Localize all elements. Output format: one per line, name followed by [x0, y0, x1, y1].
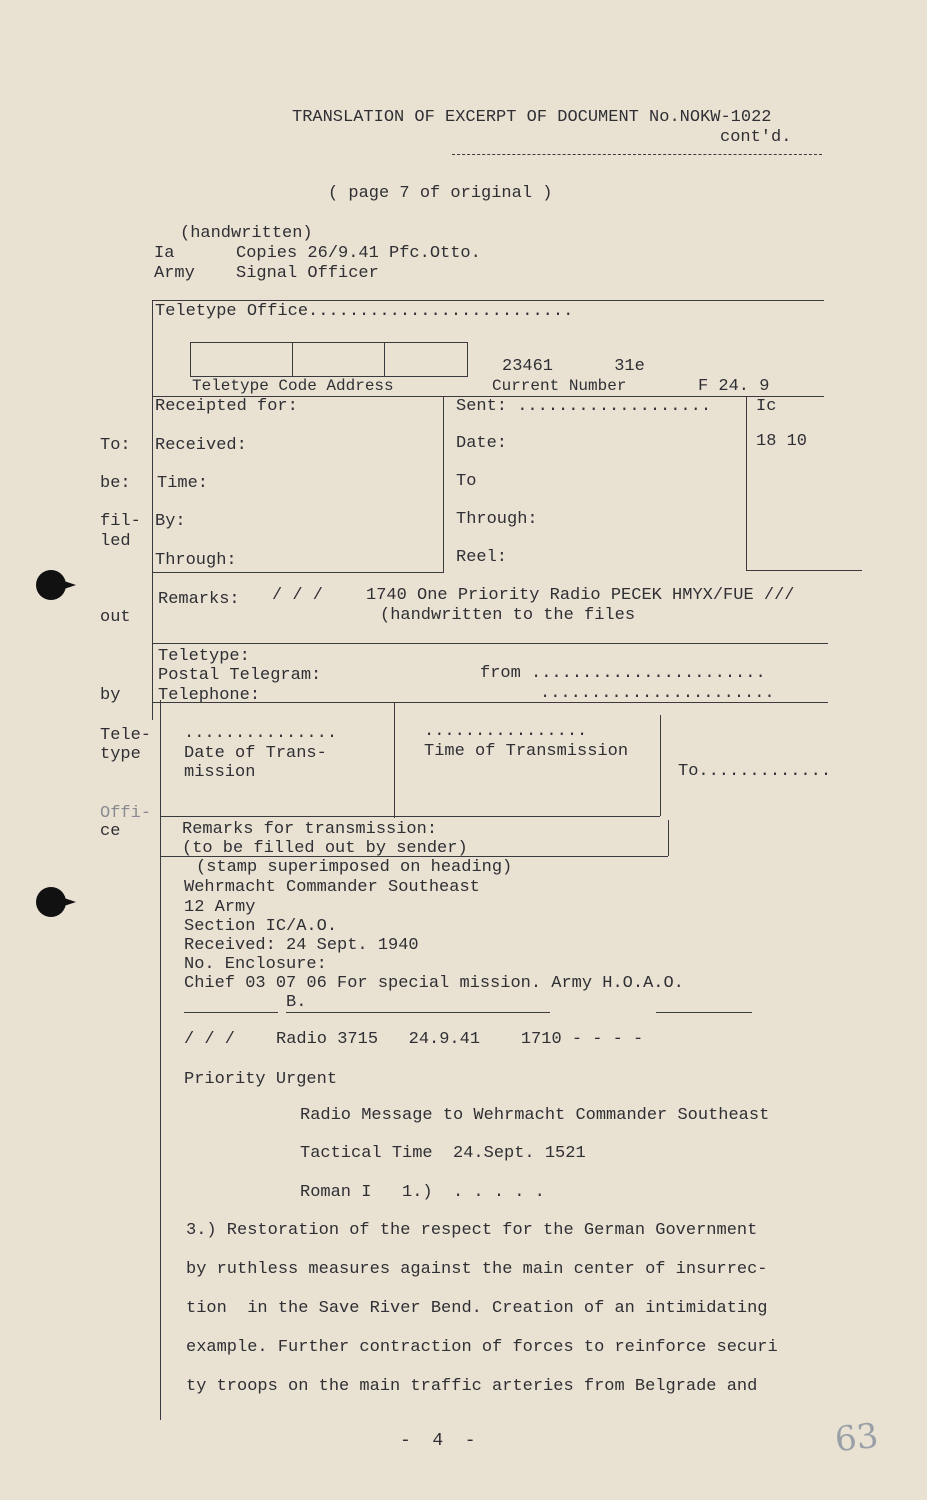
tactical-time-line: Tactical Time 24.Sept. 1521	[300, 1144, 586, 1163]
code-box-top	[190, 342, 468, 343]
punch-hole-top	[36, 570, 66, 600]
page-left-rule	[160, 700, 161, 1420]
code-box-div-4	[467, 342, 468, 376]
margin-be: be:	[100, 474, 131, 493]
to-label: To	[456, 472, 477, 491]
handwritten-label: (handwritten)	[180, 224, 313, 243]
stamp-line-7: B.	[286, 993, 307, 1012]
stamp-note: (stamp superimposed on heading)	[196, 858, 513, 877]
stamp-line-4: Received: 24 Sept. 1940	[184, 936, 419, 955]
punch-hole-bottom	[36, 887, 66, 917]
annotation-signal-officer: Signal Officer	[236, 264, 379, 283]
annotation-copies: Copies 26/9.41 Pfc.Otto.	[236, 244, 481, 263]
body-line: example. Further contraction of forces to reinforce securi	[186, 1338, 778, 1357]
remarks-trans-1: Remarks for transmission:	[182, 820, 438, 839]
phone-bottom-line	[152, 702, 828, 703]
stamp-rule-3	[656, 1012, 752, 1013]
remarks-handwritten: (handwritten to the files	[380, 606, 636, 625]
title-underline	[452, 154, 822, 155]
radio-marks: / / /	[184, 1030, 236, 1049]
remarks-text: 1740 One Priority Radio PECEK HMYX/FUE ///	[366, 586, 795, 605]
code-box-div-3	[384, 342, 385, 376]
stamp-rule-1	[184, 1012, 278, 1013]
page-reference: ( page 7 of original )	[328, 184, 553, 203]
remarks-marks: / / /	[272, 586, 324, 605]
stamp-line-2: 12 Army	[184, 898, 256, 917]
grid-divider-2	[746, 396, 747, 570]
margin-out: out	[100, 608, 131, 627]
remarks-trans-right	[668, 820, 669, 856]
code-box-div-2	[292, 342, 293, 376]
radio-message-line: Radio Message to Wehrmacht Commander Southeast	[300, 1106, 770, 1125]
margin-led: led	[100, 532, 131, 551]
remarks-trans-bottom	[160, 856, 668, 857]
continued-note: cont'd.	[720, 128, 792, 147]
time-value: 18 10	[756, 432, 808, 451]
current-number-value: 23461 31e	[502, 357, 645, 376]
telephone-label: Telephone:	[158, 686, 261, 705]
from-dots: .......................	[540, 684, 775, 703]
margin-tele: Tele-	[100, 726, 152, 745]
margin-type: type	[100, 745, 141, 764]
annotation-ia: Ia	[154, 244, 175, 263]
time-trans: Time of Transmission	[424, 742, 629, 761]
document-title: TRANSLATION OF EXCERPT OF DOCUMENT No.NOKW-1022	[292, 108, 772, 127]
code-address-label: Teletype Code Address	[192, 377, 394, 395]
date-code: F 24. 9	[698, 377, 770, 396]
roman-line: Roman I 1.) . . . . .	[300, 1183, 545, 1202]
margin-to: To:	[100, 436, 131, 455]
stamp-line-1: Wehrmacht Commander Southeast	[184, 878, 480, 897]
priority-line: Priority Urgent	[184, 1070, 338, 1089]
received-label: Received:	[155, 436, 247, 455]
date-trans-1: Date of Trans-	[184, 744, 327, 763]
teletype-office: Teletype Office..........................	[155, 302, 574, 321]
grid-right-bottom	[746, 570, 862, 571]
annotation-army: Army	[154, 264, 195, 283]
body-line: tion in the Save River Bend. Creation of an intimidating	[186, 1299, 768, 1318]
grid-divider-1	[443, 396, 444, 572]
form-top-line	[152, 300, 824, 301]
stamp-line-6: Chief 03 07 06 For special mission. Army H.O.A.O.	[184, 974, 684, 993]
date-label: Date:	[456, 434, 508, 453]
current-number-label: Current Number	[492, 377, 627, 395]
date-trans-2: mission	[184, 763, 256, 782]
stamp-line-5: No. Enclosure:	[184, 955, 327, 974]
through-mid-label: Through:	[456, 510, 538, 529]
stamp-line-3: Section IC/A.O.	[184, 917, 338, 936]
margin-fil: fil-	[100, 512, 141, 531]
from-field: from .......................	[480, 664, 766, 683]
reel-label: Reel:	[456, 548, 508, 567]
margin-by: by	[100, 686, 121, 705]
body-line: by ruthless measures against the main center of insurrec-	[186, 1260, 768, 1279]
margin-offi: Offi-	[100, 804, 152, 823]
code-box-div-1	[190, 342, 191, 376]
body-line: ty troops on the main traffic arteries from Belgrade and	[186, 1377, 758, 1396]
ic-label: Ic	[756, 397, 777, 416]
remarks-trans-2: (to be filled out by sender)	[182, 839, 468, 858]
remarks-label: Remarks:	[158, 590, 240, 609]
receipted-for: Receipted for:	[155, 397, 298, 416]
stamp-rule-2	[286, 1012, 550, 1013]
form-left-border	[152, 300, 153, 720]
body-line: 3.) Restoration of the respect for the German Government	[186, 1221, 758, 1240]
margin-ce: ce	[100, 822, 121, 841]
through-left-label: Through:	[155, 551, 237, 570]
postal-telegram-label: Postal Telegram:	[158, 666, 322, 685]
time-trans-dots: ................	[424, 722, 588, 741]
trans-divider-2	[660, 715, 661, 816]
folio-number: 63	[833, 1415, 881, 1461]
to-dots: To.............	[678, 762, 832, 781]
by-label: By:	[155, 512, 186, 531]
date-trans-dots: ...............	[184, 724, 338, 743]
teletype-label: Teletype:	[158, 647, 250, 666]
remarks-bottom-line	[152, 643, 828, 644]
trans-divider-1	[394, 702, 395, 818]
grid-left-bottom	[152, 572, 444, 573]
trans-bottom-line	[160, 816, 660, 817]
time-label: Time:	[157, 474, 209, 493]
page-number: - 4 -	[400, 1431, 476, 1451]
radio-line: Radio 3715 24.9.41 1710 - - - -	[276, 1030, 644, 1049]
sent-label: Sent: ...................	[456, 397, 712, 416]
